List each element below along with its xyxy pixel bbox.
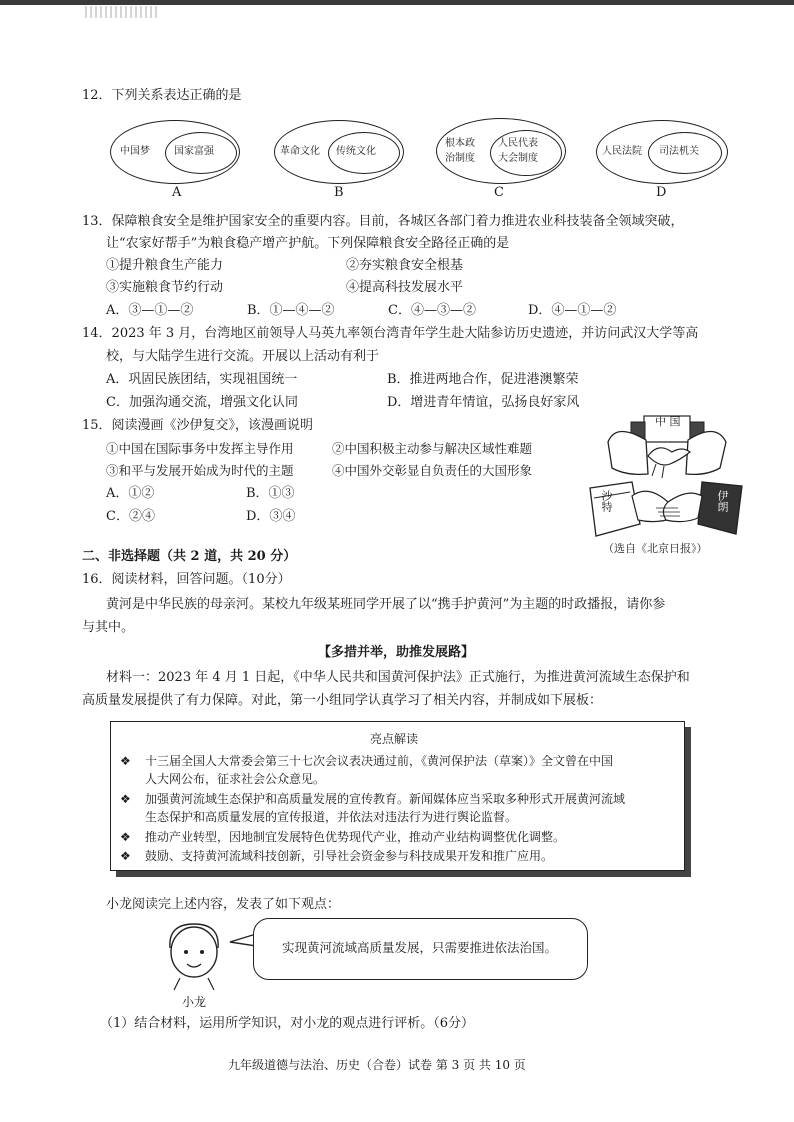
q12-d-letter: D [656,185,667,200]
bullet-4-line1: 鼓励、支持黄河流域科技创新，引导社会资金参与科技成果开发和推广应用。 [145,849,554,863]
q15-s2: ②中国积极主动参与解决区域性难题 [332,441,533,456]
page-footer: 九年级道德与法治、历史（合卷）试卷 第 3 页 共 10 页 [228,1058,526,1072]
q15-s1: ①中国在国际事务中发挥主导作用 [106,441,294,456]
q15-stem: 15．阅读漫画《沙伊复交》，该漫画说明 [82,418,314,433]
bullet-3-line1: 推动产业转型，因地制宜发展特色优势现代产业，推动产业结构调整优化调整。 [145,830,566,844]
scan-top-edge [0,0,794,5]
material1-line2: 高质量发展提供了有力保障。对此，第一小组同学认真学习了相关内容，并制成如下展板： [82,693,603,708]
cartoon-label-saudi: 沙特 [600,490,613,512]
q15-s4: ④中国外交彰显自负责任的大国形象 [332,463,533,478]
q13-s1: ①提升粮食生产能力 [106,258,224,273]
q15-option-d: D．③④ [246,509,296,524]
bullet-diamond-1: ❖ [120,754,131,768]
q13-line2: 让“农家好帮手”为粮食稳产增产护航。下列保障粮食安全路径正确的是 [106,236,510,251]
q14-option-b: B．推进两地合作，促进港澳繁荣 [387,372,579,387]
q13-option-a: A．③—①—② [106,303,194,318]
q15-option-b: B．①③ [246,486,295,501]
q14-option-d: D．增进青年情谊，弘扬良好家风 [387,395,580,410]
q15-option-a: A．①② [106,486,155,501]
q14-option-c: C．加强沟通交流，增强文化认同 [106,395,298,410]
board-title: 亮点解读 [370,732,419,746]
q12-a-outer-label: 中国梦 [120,146,150,157]
after-board-text: 小龙阅读完上述内容，发表了如下观点： [106,897,341,912]
q12-c-inner-line2: 大会制度 [498,153,538,164]
bullet-diamond-3: ❖ [120,830,131,844]
q12-d-outer-label: 人民法院 [602,146,642,157]
avatar-name: 小龙 [182,995,207,1009]
q14-line1: 14．2023 年 3 月，台湾地区前领导人马英九率领台湾青年学生赴大陆参访历史遗迹，并访问武汉大学等高 [82,326,699,341]
sub-question-1: （1）结合材料，运用所学知识，对小龙的观点进行评析。（6分） [100,1016,475,1031]
q12-c-outer-line1: 根本政 [445,138,475,149]
bullet-diamond-4: ❖ [120,849,131,863]
q12-b-outer-label: 革命文化 [280,146,320,157]
cartoon-label-iran: 伊朗 [716,490,729,512]
bullet-2-line1: 加强黄河流域生态保护和高质量发展的宣传教育。新闻媒体应当采取多种形式开展黄河流域 [145,792,626,806]
q12-d-inner-label: 司法机关 [659,146,699,157]
q16-stem: 16．阅读材料，回答问题。（10分） [82,572,291,587]
q14-option-a: A．巩固民族团结，实现祖国统一 [106,372,298,387]
q12-stem: 12．下列关系表达正确的是 [82,88,242,103]
q12-c-outer-line2: 治制度 [445,153,475,164]
q15-s3: ③和平与发展开始成为时代的主题 [106,463,294,478]
avatar-xiaolong [160,918,230,992]
bullet-1-line1: 十三届全国人大常委会第三十七次会议表决通过前，《黄河保护法（草案）》全文曾在中国 [145,754,614,768]
q13-option-d: D．④—①—② [528,303,617,318]
bullet-2-line2: 生态保护和高质量发展的宣传报道，并依法对违法行为进行舆论监督。 [145,810,518,824]
q13-s3: ③实施粮食节约行动 [106,280,224,295]
q12-b-letter: B [334,185,344,200]
q13-s4: ④提高科技发展水平 [346,280,464,295]
cartoon-caption: （选自《北京日报》） [603,542,708,555]
q16-subtitle: 【多措并举，助推发展路】 [318,645,475,660]
q12-c-inner-line1: 人民代表 [498,138,538,149]
q15-option-c: C．②④ [106,509,155,524]
material1-line1: 材料一：2023 年 4 月 1 日起，《中华人民共和国黄河保护法》正式施行，为推进黄河流域生态保护和 [106,670,690,685]
q13-option-b: B．①—④—② [247,303,335,318]
bullet-diamond-2: ❖ [120,792,131,806]
q14-line2: 校，与大陆学生进行交流。开展以上活动有利于 [106,349,380,364]
q16-intro-line2: 与其中。 [82,620,135,635]
q13-line1: 13．保障粮食安全是维护国家安全的重要内容。目前，各城区各部门着力推进农业科技装备全领域突破， [82,214,684,229]
q13-s2: ②夯实粮食安全根基 [346,258,464,273]
q12-a-inner-label: 国家富强 [174,146,214,157]
cartoon-label-china: 中 国 [655,415,681,428]
section2-title: 二、非选择题（共 2 道，共 20 分） [82,549,297,564]
q12-b-inner-label: 传统文化 [336,146,376,157]
q12-a-letter: A [172,185,182,200]
speech-text: 实现黄河流域高质量发展，只需要推进依法治国。 [282,940,558,955]
scan-noise [85,6,160,18]
cartoon-illustration [586,412,746,540]
q16-intro-line1: 黄河是中华民族的母亲河。某校九年级某班同学开展了以“携手护黄河”为主题的时政播报，请你参 [106,597,666,612]
q13-option-c: C．④—③—② [388,303,476,318]
q12-c-letter: C [494,185,504,200]
bullet-1-line2: 人大网公布，征求社会公众意见。 [145,772,326,786]
